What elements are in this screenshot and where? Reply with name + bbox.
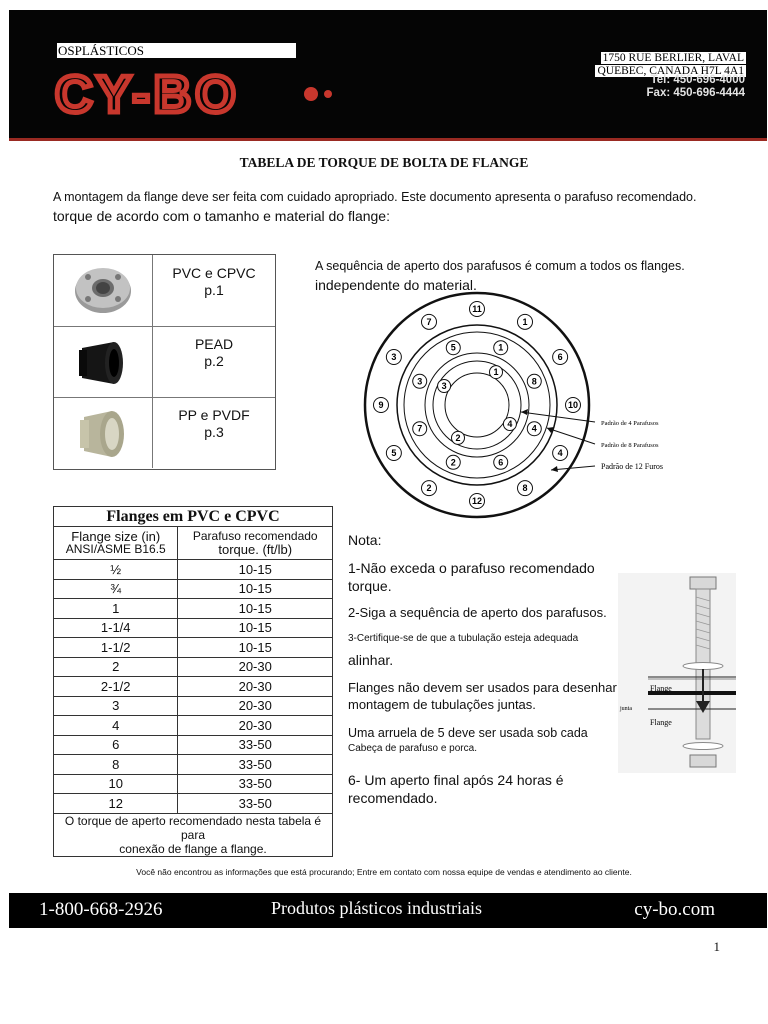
material-page: p.1 bbox=[204, 282, 224, 298]
torque-table-title: Flanges em PVC e CPVC bbox=[54, 507, 333, 527]
nut-icon bbox=[690, 755, 716, 767]
pp-flange-icon bbox=[54, 397, 153, 468]
flange-size-cell: ¾ bbox=[54, 579, 178, 599]
footnote-line-1: O torque de aperto recomendado nesta tabela é para bbox=[64, 813, 322, 842]
material-row-pvc[interactable] bbox=[54, 255, 275, 327]
torque-cell: 10-15 bbox=[178, 560, 333, 580]
notes-heading: Nota: bbox=[348, 532, 382, 548]
bolt-sequence-diagram bbox=[355, 300, 685, 506]
flange-size-cell: 4 bbox=[54, 716, 178, 736]
bolt-sequence-label: 2 bbox=[455, 432, 461, 443]
torque-cell: 20-30 bbox=[178, 677, 333, 697]
torque-cell: 10-15 bbox=[178, 599, 333, 619]
col-torque-sub: torque. (ft/lb) bbox=[218, 542, 293, 557]
bolt-sequence-label: 8 bbox=[531, 376, 537, 387]
material-row-pp[interactable] bbox=[54, 397, 275, 468]
company-name: OSPLÁSTICOS bbox=[57, 43, 296, 58]
note-6a: 6- Um aperto final após 24 horas é bbox=[348, 772, 564, 788]
bolt-sequence-label: 2 bbox=[450, 457, 456, 468]
note-3a: 3-Certifique-se de que a tubulação esteja adequada bbox=[348, 633, 579, 644]
bolt-sequence-label: 11 bbox=[472, 304, 482, 314]
page-number: 1 bbox=[713, 939, 720, 954]
label-flange-bottom: Flange bbox=[650, 718, 672, 727]
note-4a: Flanges não devem ser usados para desenhar bbox=[348, 680, 617, 695]
bolt-sequence-label: 1 bbox=[498, 342, 504, 353]
col-flange-size-header bbox=[54, 527, 178, 560]
bolt-sequence-label: 4 bbox=[531, 423, 537, 434]
bolt-sequence-label: 9 bbox=[378, 400, 384, 410]
bolt-sequence-label: 5 bbox=[450, 342, 456, 353]
col-torque-header bbox=[178, 527, 333, 560]
footnote-line-2: conexão de flange a flange. bbox=[119, 841, 267, 856]
inner-bolt-labels bbox=[438, 366, 517, 445]
bolt-sequence-label: 3 bbox=[391, 352, 397, 362]
sequence-text-2: independente do material. bbox=[315, 277, 477, 293]
torque-row bbox=[54, 560, 333, 580]
bolt-sequence-label: 7 bbox=[417, 423, 423, 434]
bolt-sequence-label: 6 bbox=[557, 352, 563, 362]
torque-cell: 10-15 bbox=[178, 579, 333, 599]
note-1a: 1-Não exceda o parafuso recomendado bbox=[348, 560, 595, 576]
torque-cell: 20-30 bbox=[178, 696, 333, 716]
bolt-sequence-label: 5 bbox=[391, 448, 397, 458]
page-header bbox=[9, 10, 767, 141]
torque-table bbox=[53, 506, 333, 857]
sequence-text-1: A sequência de aperto dos parafusos é comum a todos os flanges. bbox=[315, 259, 685, 273]
bolt-sequence-label: 3 bbox=[417, 376, 423, 387]
torque-cell: 10-15 bbox=[178, 618, 333, 638]
hdpe-flange-icon bbox=[54, 326, 153, 397]
cybo-logo bbox=[53, 62, 353, 122]
label-gasket: junta bbox=[620, 706, 632, 712]
torque-row bbox=[54, 716, 333, 736]
torque-cell: 33-50 bbox=[178, 774, 333, 794]
torque-row bbox=[54, 794, 333, 814]
note-6b: recomendado. bbox=[348, 790, 438, 806]
washer-bottom-icon bbox=[683, 743, 723, 750]
address-line-2: QUEBEC, CANADA H7L 4A1 bbox=[597, 65, 744, 77]
torque-cell: 10-15 bbox=[178, 638, 333, 658]
pvc-flange-icon bbox=[54, 255, 153, 326]
torque-row bbox=[54, 774, 333, 794]
flange-rings bbox=[365, 293, 589, 517]
flange-size-cell: 6 bbox=[54, 735, 178, 755]
material-name: PP e PVDF bbox=[178, 407, 250, 423]
label-flange-top: Flange bbox=[650, 684, 672, 693]
material-page: p.3 bbox=[204, 424, 224, 440]
footer-tagline: Produtos plásticos industriais bbox=[271, 898, 482, 918]
note-4b: montagem de tubulações juntas. bbox=[348, 697, 536, 712]
bolt-sequence-label: 3 bbox=[441, 381, 447, 391]
torque-row bbox=[54, 599, 333, 619]
footer-website[interactable]: cy-bo.com bbox=[634, 899, 715, 920]
flange-size-cell: 3 bbox=[54, 696, 178, 716]
flange-size-cell: 2 bbox=[54, 657, 178, 677]
torque-row bbox=[54, 696, 333, 716]
torque-row bbox=[54, 755, 333, 775]
torque-row bbox=[54, 677, 333, 697]
flange-size-cell: 1-1/2 bbox=[54, 638, 178, 658]
col-flange-size-title: Flange size (in) bbox=[71, 529, 161, 544]
torque-cell: 33-50 bbox=[178, 735, 333, 755]
note-2: 2-Siga a sequência de aperto dos parafusos. bbox=[348, 605, 607, 620]
torque-row bbox=[54, 657, 333, 677]
document-title: TABELA DE TORQUE DE BOLTA DE FLANGE bbox=[239, 155, 529, 170]
intro-line-2: torque de acordo com o tamanho e material do flange: bbox=[53, 208, 390, 224]
legend-8-bolt: Padrão de 8 Parafusos bbox=[601, 442, 659, 449]
bolt-head-icon bbox=[690, 577, 716, 589]
torque-cell: 33-50 bbox=[178, 755, 333, 775]
bolt-assembly-figure bbox=[618, 573, 736, 773]
washer-top-icon bbox=[683, 663, 723, 670]
middle-bolt-labels bbox=[413, 341, 542, 470]
flange-size-cell: 12 bbox=[54, 794, 178, 814]
bolt-sequence-label: 1 bbox=[493, 367, 499, 378]
torque-rows bbox=[54, 560, 333, 814]
material-name: PEAD bbox=[194, 336, 234, 352]
flange-size-cell: 2-1/2 bbox=[54, 677, 178, 697]
material-table bbox=[53, 254, 276, 470]
material-row-pead[interactable] bbox=[54, 326, 275, 398]
bolt-sequence-label: 6 bbox=[498, 457, 504, 468]
bolt-sequence-label: 4 bbox=[507, 419, 513, 429]
page-footer bbox=[9, 893, 767, 928]
note-5b: Cabeça de parafuso e porca. bbox=[348, 743, 477, 754]
torque-table-footnote bbox=[54, 813, 333, 856]
intro-line-1: A montagem da flange deve ser feita com cuidado apropriado. Este documento apresenta o parafuso recomendado. bbox=[53, 190, 697, 204]
address-line-1: 1750 RUE BERLIER, LAVAL bbox=[602, 52, 744, 64]
legend-4-bolt: Padrão de 4 Parafusos bbox=[601, 420, 659, 427]
bolt-sequence-label: 4 bbox=[557, 448, 563, 458]
torque-row bbox=[54, 579, 333, 599]
outer-bolt-labels bbox=[374, 302, 581, 509]
torque-row bbox=[54, 638, 333, 658]
torque-cell: 20-30 bbox=[178, 657, 333, 677]
material-page: p.2 bbox=[204, 353, 224, 369]
flange-size-cell: 8 bbox=[54, 755, 178, 775]
contact-line: Você não encontrou as informações que está procurando; Entre em contato com nossa equipe de vendas e atendimento ao cliente. bbox=[136, 867, 632, 877]
fax: Fax: 450-696-4444 bbox=[646, 87, 745, 99]
flange-size-cell: 10 bbox=[54, 774, 178, 794]
bolt-sequence-label: 2 bbox=[426, 483, 432, 494]
bolt-sequence-label: 1 bbox=[522, 316, 528, 327]
note-1b: torque. bbox=[348, 578, 392, 594]
note-3b: alinhar. bbox=[348, 652, 394, 668]
bolt-sequence-label: 7 bbox=[426, 316, 432, 327]
flange-size-cell: ½ bbox=[54, 560, 178, 580]
col-torque-title: Parafuso recomendado bbox=[192, 529, 318, 543]
footer-phone[interactable]: 1-800-668-2926 bbox=[39, 899, 163, 920]
bolt-sequence-label: 10 bbox=[567, 400, 579, 410]
flange-size-cell: 1-1/4 bbox=[54, 618, 178, 638]
torque-cell: 33-50 bbox=[178, 794, 333, 814]
flange-size-cell: 1 bbox=[54, 599, 178, 619]
legend-12-bolt: Padrão de 12 Furos bbox=[601, 462, 663, 471]
bolt-sequence-label: 8 bbox=[522, 483, 528, 494]
torque-row bbox=[54, 618, 333, 638]
material-name: PVC e CPVC bbox=[172, 265, 256, 281]
telephone: Tel: 450-696-4000 bbox=[650, 74, 745, 86]
note-5a: Uma arruela de 5 deve ser usada sob cada bbox=[348, 726, 588, 740]
svg-text:CY-BO: CY-BO bbox=[55, 66, 240, 124]
torque-row bbox=[54, 735, 333, 755]
col-flange-size-sub: ANSI/ASME B16.5 bbox=[65, 542, 166, 556]
torque-cell: 20-30 bbox=[178, 716, 333, 736]
bolt-sequence-label: 12 bbox=[471, 496, 483, 506]
